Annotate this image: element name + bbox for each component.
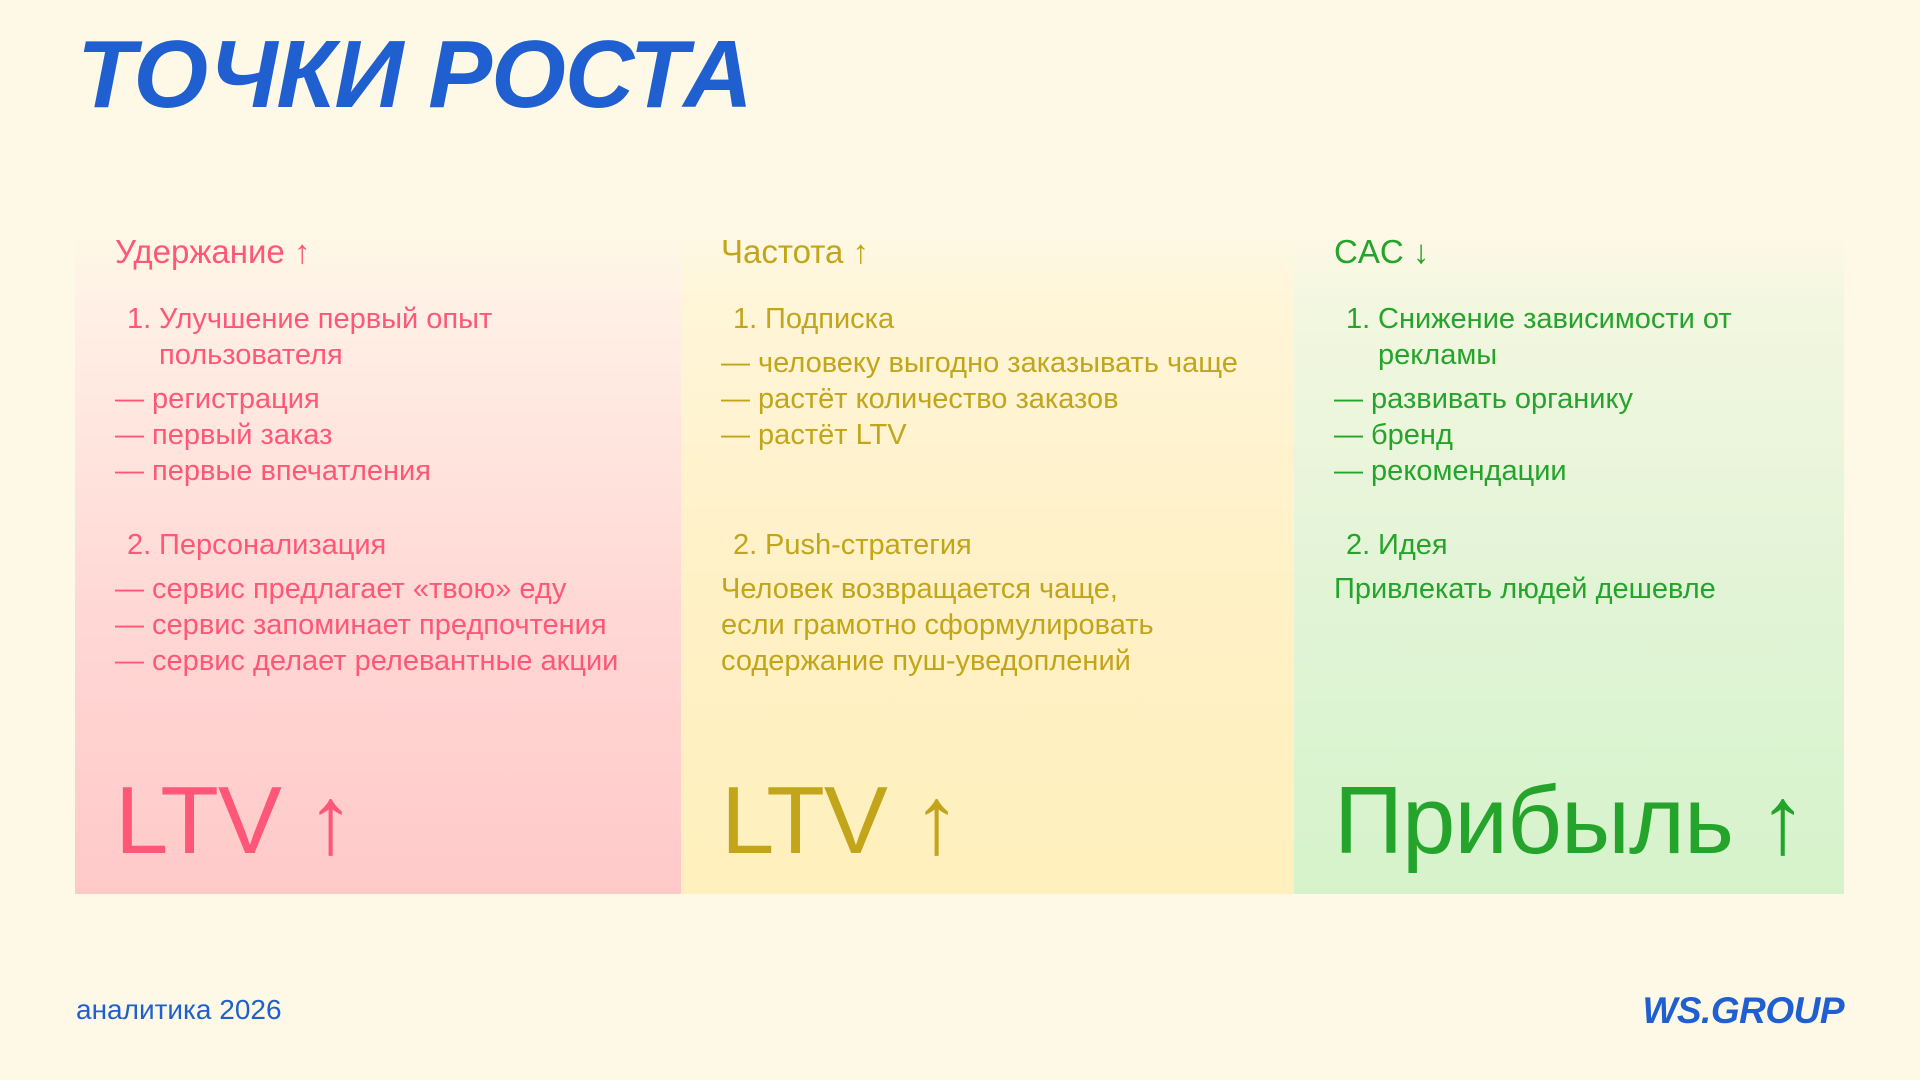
item-title: Персонализация bbox=[159, 529, 387, 561]
numbered-item bbox=[733, 301, 1284, 337]
numbered-item bbox=[1346, 301, 1834, 373]
detail-line: — регистрация bbox=[115, 383, 320, 415]
item-title: Идея bbox=[1378, 529, 1448, 561]
item-title: Подписка bbox=[765, 303, 895, 335]
card-section-1 bbox=[115, 301, 671, 489]
numbered-item bbox=[1346, 527, 1834, 563]
card-retention bbox=[75, 225, 681, 894]
card-heading: Удержание ↑ bbox=[115, 233, 311, 270]
detail-line: — развивать органику bbox=[1334, 383, 1633, 415]
detail-line: — растёт LTV bbox=[721, 419, 907, 451]
card-section-2 bbox=[721, 527, 1284, 679]
brand-logo: WS.GROUP bbox=[1642, 990, 1844, 1031]
item-number: 2. bbox=[733, 529, 758, 561]
card-heading: Частота ↑ bbox=[721, 233, 869, 270]
item-details bbox=[1334, 571, 1834, 607]
item-details bbox=[1334, 381, 1834, 489]
card-frequency bbox=[681, 225, 1294, 894]
detail-line: — рекомендации bbox=[1334, 455, 1567, 487]
numbered-item bbox=[127, 527, 671, 563]
numbered-item bbox=[127, 301, 671, 373]
detail-line: — сервис предлагает «твою» еду bbox=[115, 573, 567, 605]
card-result: LTV ↑ bbox=[115, 767, 354, 874]
item-details bbox=[115, 571, 671, 679]
card-result: LTV ↑ bbox=[721, 767, 960, 874]
card-heading: CAC ↓ bbox=[1334, 233, 1430, 270]
item-title: Снижение зависимости от рекламы bbox=[1378, 303, 1732, 371]
item-number: 1. bbox=[127, 303, 152, 335]
detail-line: — человеку выгодно заказывать чаще bbox=[721, 347, 1238, 379]
numbered-item bbox=[733, 527, 1284, 563]
detail-line: — сервис делает релевантные акции bbox=[115, 645, 619, 677]
card-section-1 bbox=[1334, 301, 1834, 489]
item-title: Улучшение первый опыт пользователя bbox=[159, 303, 493, 371]
detail-line: — сервис запоминает предпочтения bbox=[115, 609, 607, 641]
card-section-2 bbox=[115, 527, 671, 679]
detail-line: — первые впечатления bbox=[115, 455, 431, 487]
detail-line: Привлекать людей дешевле bbox=[1334, 573, 1716, 605]
card-cac bbox=[1294, 225, 1844, 894]
detail-line: — бренд bbox=[1334, 419, 1453, 451]
card-result: Прибыль ↑ bbox=[1334, 767, 1806, 874]
card-section-2 bbox=[1334, 527, 1834, 607]
item-number: 1. bbox=[1346, 303, 1371, 335]
item-number: 2. bbox=[127, 529, 152, 561]
detail-line: Человек возвращается чаще, bbox=[721, 573, 1118, 605]
detail-line: — растёт количество заказов bbox=[721, 383, 1119, 415]
detail-line: — первый заказ bbox=[115, 419, 333, 451]
item-details bbox=[721, 571, 1284, 679]
item-details bbox=[115, 381, 671, 489]
footer-caption: аналитика 2026 bbox=[76, 994, 282, 1025]
detail-line: содержание пуш-уведоплений bbox=[721, 645, 1131, 677]
item-number: 2. bbox=[1346, 529, 1371, 561]
item-details bbox=[721, 345, 1284, 453]
page-title: ТОЧКИ РОСТА bbox=[77, 21, 752, 128]
card-section-1 bbox=[721, 301, 1284, 453]
item-number: 1. bbox=[733, 303, 758, 335]
item-title: Push-стратегия bbox=[765, 529, 972, 561]
detail-line: если грамотно сформулировать bbox=[721, 609, 1154, 641]
growth-points-cards bbox=[75, 225, 1844, 894]
